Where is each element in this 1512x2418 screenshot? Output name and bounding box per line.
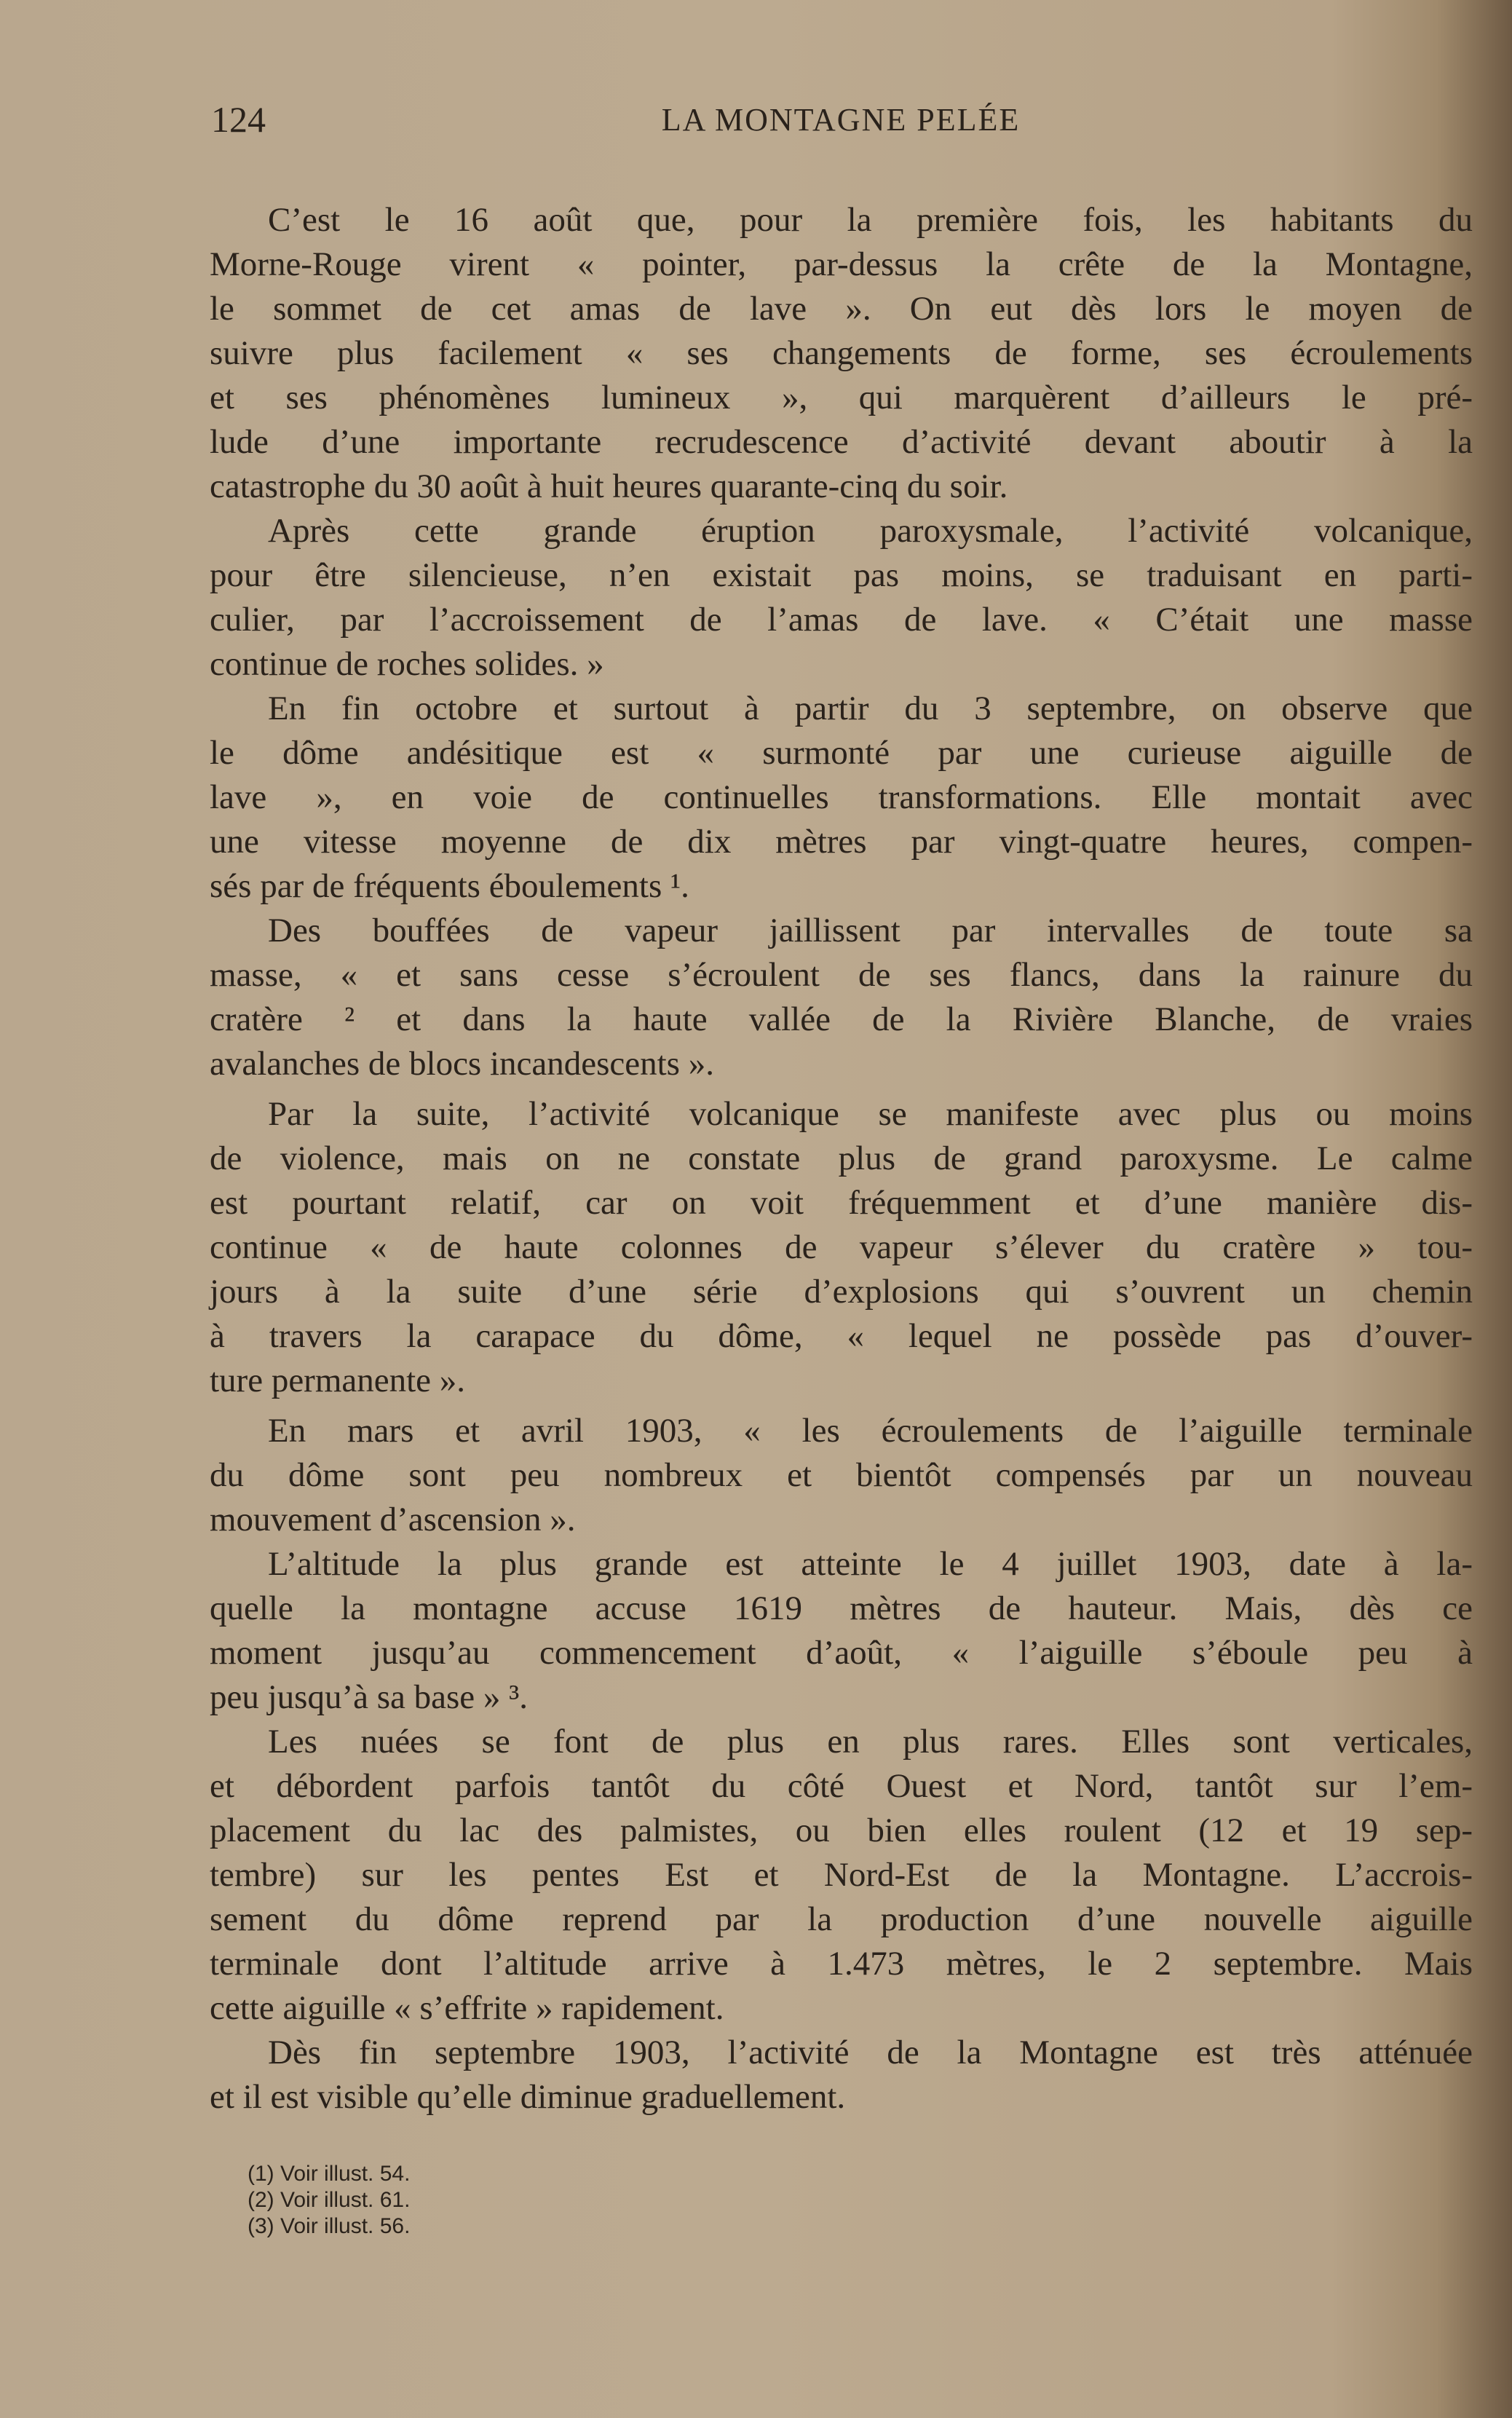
footnote: (3) Voir illust. 56. xyxy=(248,2214,411,2238)
paragraph xyxy=(210,1542,1473,1720)
text-line: peu jusqu’à sa base » ³. xyxy=(210,1678,528,1716)
text-line: et il est visible qu’elle diminue graduellement. xyxy=(210,2078,846,2116)
text-line: catastrophe du 30 août à huit heures quarante-cinq du soir. xyxy=(210,467,1008,505)
text-line: En fin octobre et surtout à partir du 3 septembre, on observe que xyxy=(268,690,1473,727)
text-line: pour être silencieuse, n’en existait pas moins, se traduisant en parti- xyxy=(210,556,1473,594)
text-line: mouvement d’ascension ». xyxy=(210,1501,576,1538)
text-line: à travers la carapace du dôme, « lequel ne possède pas d’ouver- xyxy=(210,1317,1473,1355)
paragraph xyxy=(210,1720,1473,2031)
text-line: En mars et avril 1903, « les écroulements de l’aiguille terminale xyxy=(268,1412,1473,1450)
paragraph xyxy=(210,909,1473,1086)
text-line: de violence, mais on ne constate plus de grand paroxysme. Le calme xyxy=(210,1139,1473,1177)
paragraph xyxy=(210,687,1473,909)
text-line: cratère ² et dans la haute vallée de la Rivière Blanche, de vraies xyxy=(210,1000,1473,1038)
text-line: lude d’une importante recrudescence d’activité devant aboutir à la xyxy=(210,423,1473,461)
text-line: L’altitude la plus grande est atteinte le 4 juillet 1903, date à la- xyxy=(268,1545,1473,1583)
paragraph xyxy=(210,198,1473,509)
paragraph xyxy=(210,2031,1473,2119)
text-line: sement du dôme reprend par la production d’une nouvelle aiguille xyxy=(210,1900,1473,1938)
text-line: le sommet de cet amas de lave ». On eut dès lors le moyen de xyxy=(210,290,1473,328)
body-text xyxy=(210,198,1473,2119)
text-line: tembre) sur les pentes Est et Nord-Est de la Montagne. L’accrois- xyxy=(210,1856,1473,1894)
text-line: est pourtant relatif, car on voit fréquemment et d’une manière dis- xyxy=(210,1184,1473,1222)
paragraph xyxy=(210,1409,1473,1542)
page-header xyxy=(211,98,1471,149)
text-line: du dôme sont peu nombreux et bientôt compensés par un nouveau xyxy=(210,1456,1473,1494)
page-number: 124 xyxy=(211,99,266,140)
text-line: moment jusqu’au commencement d’août, « l’aiguille s’éboule peu à xyxy=(210,1634,1473,1672)
text-line: Des bouffées de vapeur jaillissent par intervalles de toute sa xyxy=(268,912,1473,949)
text-line: terminale dont l’altitude arrive à 1.473 mètres, le 2 septembre. Mais xyxy=(210,1945,1473,1983)
text-line: continue « de haute colonnes de vapeur s’élever du cratère » tou- xyxy=(210,1228,1473,1266)
text-line: quelle la montagne accuse 1619 mètres de hauteur. Mais, dès ce xyxy=(210,1589,1473,1627)
text-line: Après cette grande éruption paroxysmale, l’activité volcanique, xyxy=(268,512,1473,550)
footnotes xyxy=(248,2161,410,2240)
running-title: LA MONTAGNE PELÉE xyxy=(661,102,1021,138)
text-line: une vitesse moyenne de dix mètres par vingt-quatre heures, compen- xyxy=(210,823,1473,861)
text-line: masse, « et sans cesse s’écroulent de ses flancs, dans la rainure du xyxy=(210,956,1473,994)
text-line: Dès fin septembre 1903, l’activité de la Montagne est très atténuée xyxy=(268,2034,1473,2071)
text-line: jours à la suite d’une série d’explosions qui s’ouvrent un chemin xyxy=(210,1273,1473,1311)
paragraph xyxy=(210,509,1473,687)
text-line: culier, par l’accroissement de l’amas de lave. « C’était une masse xyxy=(210,601,1473,639)
text-line: le dôme andésitique est « surmonté par une curieuse aiguille de xyxy=(210,734,1473,772)
text-line: continue de roches solides. » xyxy=(210,645,604,683)
text-line: avalanches de blocs incandescents ». xyxy=(210,1045,714,1083)
text-line: Par la suite, l’activité volcanique se manifeste avec plus ou moins xyxy=(268,1095,1473,1133)
text-line: ture permanente ». xyxy=(210,1362,466,1399)
text-line: Morne-Rouge virent « pointer, par-dessus la crête de la Montagne, xyxy=(210,245,1473,283)
text-line: sés par de fréquents éboulements ¹. xyxy=(210,867,689,905)
text-line: cette aiguille « s’effrite » rapidement. xyxy=(210,1989,724,2027)
footnote: (2) Voir illust. 61. xyxy=(248,2188,411,2212)
text-line: suivre plus facilement « ses changements de forme, ses écroulements xyxy=(210,334,1473,372)
text-line: et débordent parfois tantôt du côté Ouest et Nord, tantôt sur l’em- xyxy=(210,1767,1473,1805)
text-line: Les nuées se font de plus en plus rares. Elles sont verticales, xyxy=(268,1723,1473,1761)
text-line: C’est le 16 août que, pour la première fois, les habitants du xyxy=(268,201,1473,239)
text-line: lave », en voie de continuelles transformations. Elle montait avec xyxy=(210,778,1473,816)
text-line: placement du lac des palmistes, ou bien elles roulent (12 et 19 sep- xyxy=(210,1811,1473,1849)
text-line: et ses phénomènes lumineux », qui marquèrent d’ailleurs le pré- xyxy=(210,379,1473,416)
paragraph xyxy=(210,1092,1473,1403)
footnote: (1) Voir illust. 54. xyxy=(248,2162,411,2186)
